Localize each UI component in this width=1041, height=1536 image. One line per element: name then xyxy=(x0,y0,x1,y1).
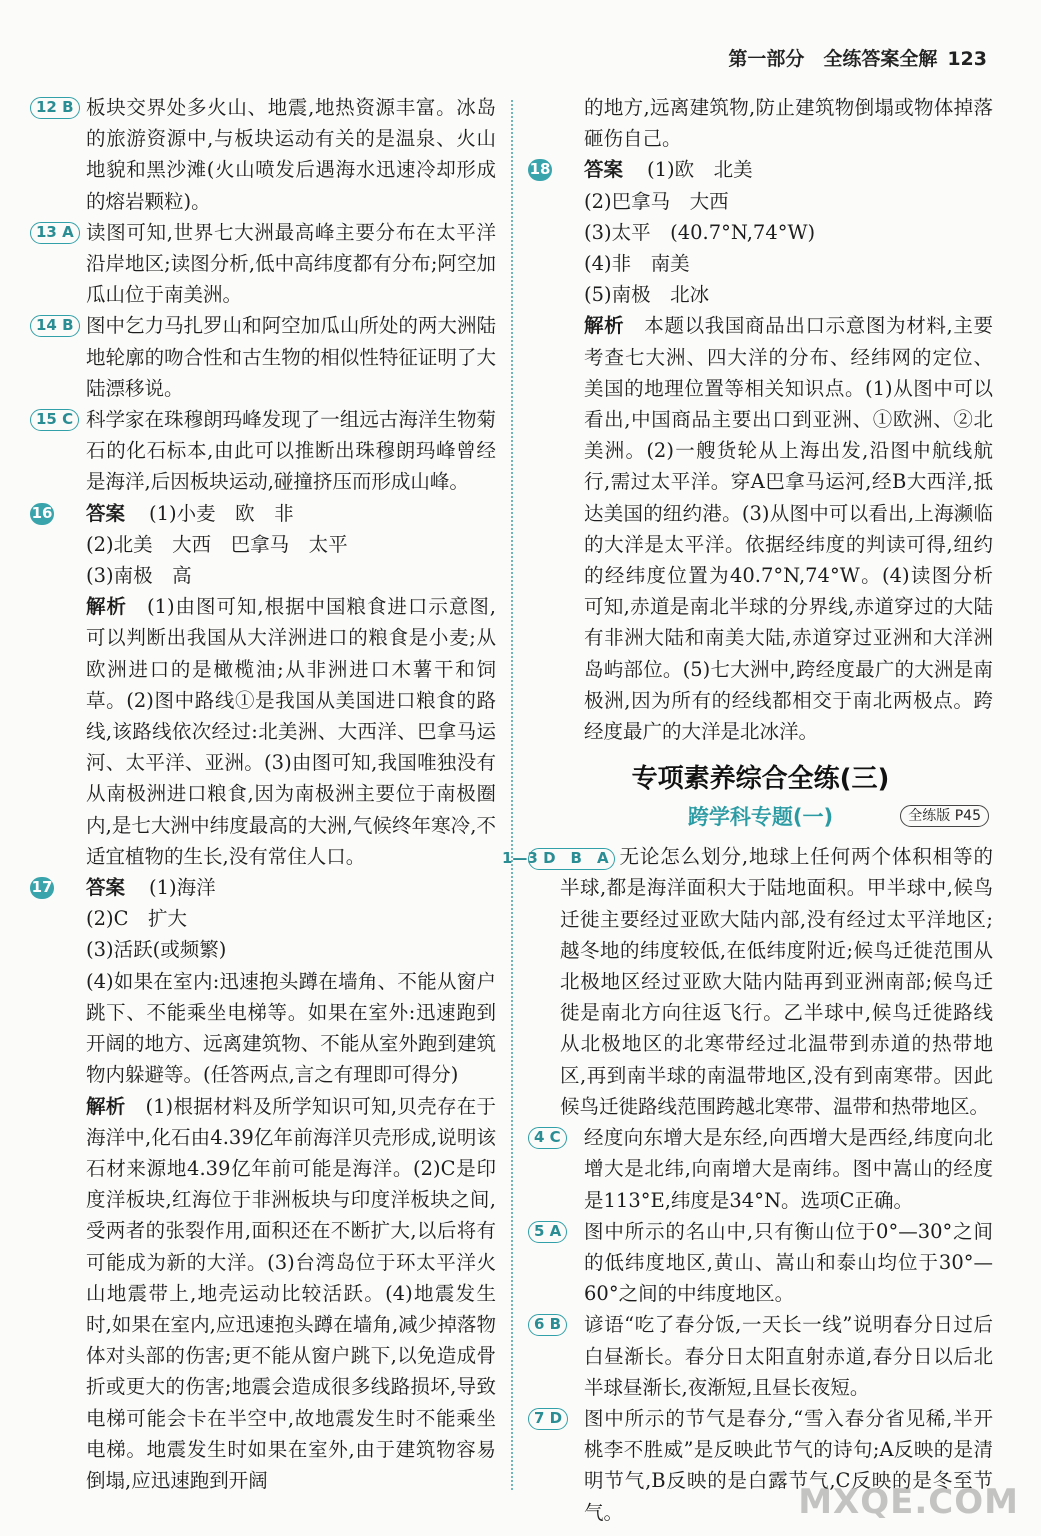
answer-item-17 xyxy=(30,872,496,1496)
answer-line: (5)南极 北冰 xyxy=(584,283,710,307)
answer-item-14 xyxy=(30,310,496,404)
answer-text: 读图可知,世界七大洲最高峰主要分布在太平洋沿岸地区;读图分析,低中高纬度都有分布;阿空加瓜山位于南美洲。 xyxy=(86,220,496,307)
answer-item-4 xyxy=(528,1122,993,1216)
answer-badge: 15 C xyxy=(30,409,79,431)
answer-line: (1)海洋 xyxy=(149,876,216,900)
answer-item-6 xyxy=(528,1309,993,1403)
column-divider xyxy=(511,100,513,1490)
page-number: 123 xyxy=(947,48,987,70)
answer-text: 谚语“吃了春分饭,一天长一线”说明春分日过后白昼渐长。春分日太阳直射赤道,春分日以后北半球昼渐长,夜渐短,且昼长夜短。 xyxy=(584,1313,993,1399)
answer-badge: 12 B xyxy=(30,97,80,119)
answer-text: 科学家在珠穆朗玛峰发现了一组远古海洋生物菊石的化石标本,由此可以推断出珠穆朗玛峰曾经是海洋,后因板块运动,碰撞挤压而形成山峰。 xyxy=(86,408,496,494)
answer-label: 答案 xyxy=(86,501,126,525)
analysis-label: 解析 xyxy=(86,595,127,619)
answer-item-15 xyxy=(30,404,496,498)
page-reference-badge: 全练版 P45 xyxy=(900,805,989,827)
answer-badge: 13 A xyxy=(30,222,80,244)
answer-text: 图中乞力马扎罗山和阿空加瓜山所处的两大洲陆地轮廓的吻合性和古生物的相似性特征证明了大陆漂移说。 xyxy=(86,314,496,400)
answer-text: 无论怎么划分,地球上任何两个体积相等的半球,都是海洋面积大于陆地面积。甲半球中,候鸟迁徙主要经过亚欧大陆内部,没有经过太平洋地区;越冬地的纬度较低,在低纬度附近;候鸟迁徙范围从北极地区经过亚欧大陆内陆再到亚洲南部;候鸟迁徙是南北方向往返飞行。乙半球中,候鸟迁徙路线从北极地区的北寒带经过北温带到赤道的热带地区,再到南半球的南温带地区,没有到南寒带。因此候鸟迁徙路线范围跨越北寒带、温带和热带地区。 xyxy=(560,845,993,1118)
answer-text: 板块交界处多火山、地震,地热资源丰富。冰岛的旅游资源中,与板块运动有关的是温泉、火山地貌和黑沙滩(火山喷发后遇海水迅速冷却形成的熔岩颗粒)。 xyxy=(86,96,496,213)
right-column xyxy=(502,92,993,1528)
page-header xyxy=(728,44,987,71)
answer-badge: 6 B xyxy=(528,1314,567,1336)
answer-line: (1)小麦 欧 非 xyxy=(149,501,294,525)
answer-label: 答案 xyxy=(86,876,126,900)
continued-text xyxy=(528,92,993,154)
analysis-label: 解析 xyxy=(584,314,625,338)
answer-item-13 xyxy=(30,217,496,311)
analysis-text: (1)根据材料及所学知识可知,贝壳存在于海洋中,化石由4.39亿年前海洋贝壳形成,说明该石材来源地4.39亿年前可能是海洋。(2)C是印度洋板块,红海位于非洲板块与印度洋板块之间,受两者的张裂作用,面积还在不断扩大,以后将有可能成为新的大洋。(3)台湾岛位于环太平洋火山地震带上,地壳运动比较活跃。(4)地震发生时,如果在室内,应迅速抱头蹲在墙角,减少掉落物体对头部的伤害;更不能从窗户跳下,以免造成骨折或更大的伤害;地震会造成很多线路损坏,导致电梯可能会卡在半空中,故地震发生时不能乘坐电梯。地震发生时如果在室外,由于建筑物容易倒塌,应迅速跑到开阔 xyxy=(86,1094,496,1492)
answer-item-1-3 xyxy=(502,841,993,1122)
answer-line: (3)活跃(或频繁) xyxy=(86,938,227,962)
left-column xyxy=(30,92,496,1496)
section-title: 专项素养综合全练(三) xyxy=(631,764,890,795)
answer-line: (2)巴拿马 大西 xyxy=(584,189,729,213)
answer-text: 图中所示的名山中,只有衡山位于0°—30°之间的低纬度地区,黄山、嵩山和泰山均位于30°—60°之间的中纬度地区。 xyxy=(584,1219,993,1306)
answer-badge: 14 B xyxy=(30,315,80,337)
analysis-text: (1)由图可知,根据中国粮食进口示意图,可以判断出我国从大洋洲进口的粮食是小麦;从欧洲进口的是橄榄油;从非洲进口木薯干和饲草。(2)图中路线①是我国从美国进口粮食的路线,该路线依次经过:北美洲、大西洋、巴拿马运河、太平洋、亚洲。(3)由图可知,我国唯独没有从南极洲进口粮食,因为南极洲主要位于南极圈内,是七大洲中纬度最高的大洲,气候终年寒冷,不适宜植物的生长,没有常住人口。 xyxy=(86,595,496,868)
answer-item-18 xyxy=(528,154,993,747)
answer-badge: 7 D xyxy=(528,1408,568,1430)
answer-text: 经度向东增大是东经,向西增大是西经,纬度向北增大是北纬,向南增大是南纬。图中嵩山的经度是113°E,纬度是34°N。选项C正确。 xyxy=(584,1126,993,1212)
answer-badge: 4 C xyxy=(528,1127,567,1149)
analysis-label: 解析 xyxy=(86,1094,126,1118)
answer-text: 图中所示的节气是春分,“雪入春分省见稀,半开桃李不胜威”是反映此节气的诗句;A反映的是清明节气,B反映的是白露节气,C反映的是冬至节气。 xyxy=(584,1406,993,1524)
answer-line: (2)北美 大西 巴拿马 太平 xyxy=(86,532,348,556)
answer-badge: 5 A xyxy=(528,1221,567,1243)
sub-title-text: 跨学科专题(一) xyxy=(687,805,834,830)
answer-badge: 17 xyxy=(30,877,54,899)
answer-item-5 xyxy=(528,1216,993,1310)
answer-label: 答案 xyxy=(584,158,624,182)
sub-title xyxy=(528,799,993,835)
analysis-text: 本题以我国商品出口示意图为材料,主要考查七大洲、四大洋的分布、经纬网的定位、美国的地理位置等相关知识点。(1)从图中可以看出,中国商品主要出口到亚洲、①欧洲、②北美洲。(2)一艘货轮从上海出发,沿图中航线航行,需过太平洋。穿A巴拿马运河,经B大西洋,抵达美国的纽约港。(3)从图中可以看出,上海濒临的大洋是太平洋。依据经纬度的判读可得,纽约的经纬度位置为40.7°N,74°W。(4)读图分析可知,赤道是南北半球的分界线,赤道穿过的大陆有非洲大陆和南美大陆,赤道穿过亚洲和大洋洲岛屿部位。(5)七大洲中,跨经度最广的大洲是南极洲,因为所有的经线都相交于南北两极点。跨经度最广的大洋是北冰洋。 xyxy=(584,314,993,744)
header-section: 第一部分 全练答案全解 xyxy=(728,48,938,70)
answer-line: (3)南极 高 xyxy=(86,564,192,588)
answer-line: (2)C 扩大 xyxy=(86,907,188,931)
answer-badge: 18 xyxy=(528,159,552,181)
watermark-logo: MXQE.COM xyxy=(798,1482,1019,1522)
answer-line: (1)欧 北美 xyxy=(647,158,753,182)
answer-badge: 16 xyxy=(30,503,54,525)
answer-item-16 xyxy=(30,498,496,872)
continued-paragraph: 的地方,远离建筑物,防止建筑物倒塌或物体掉落砸伤自己。 xyxy=(584,96,993,151)
answer-badge: 1—3 D B A xyxy=(528,848,615,870)
answer-item-12 xyxy=(30,92,496,217)
answer-line: (3)太平 (40.7°N,74°W) xyxy=(584,220,816,244)
answer-line: (4)非 南美 xyxy=(584,252,690,276)
answer-line: (4)如果在室内:迅速抱头蹲在墙角、不能从窗户跳下、不能乘坐电梯等。如果在室外:迅速跑到开阔的地方、远离建筑物、不能从室外跑到建筑物内躲避等。(任答两点,言之有理即可得分) xyxy=(86,969,496,1087)
